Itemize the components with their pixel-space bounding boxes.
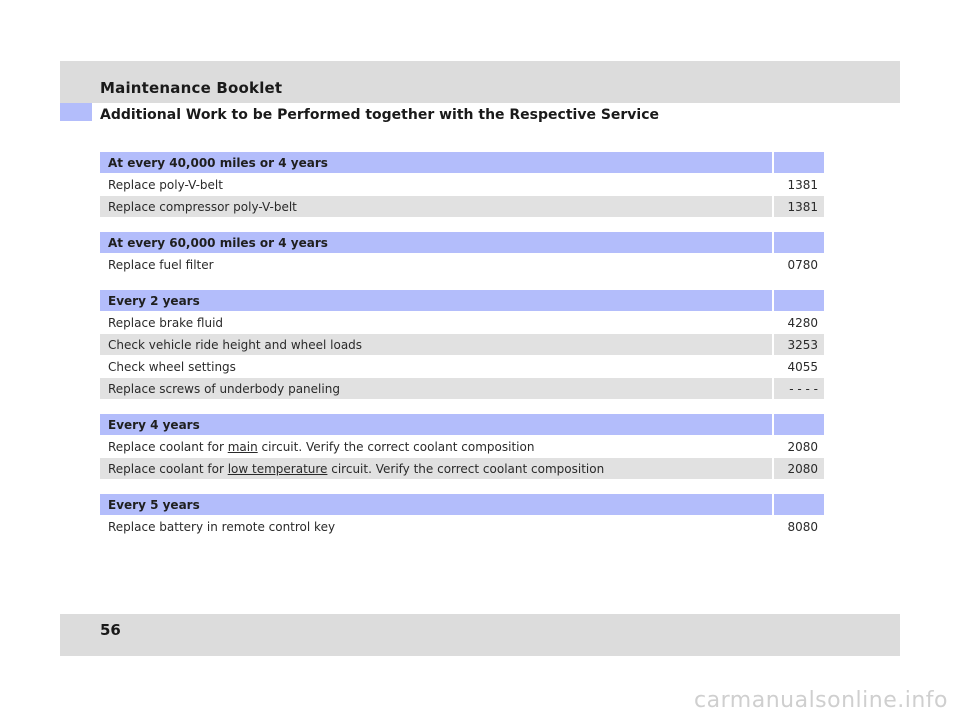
table-row xyxy=(100,334,824,356)
task-description xyxy=(100,436,772,457)
table-row xyxy=(100,378,824,400)
circuit-link-main[interactable]: main xyxy=(227,439,258,454)
section-heading: Every 2 years xyxy=(108,293,200,308)
page-title: Maintenance Booklet xyxy=(100,79,283,97)
table-section-header xyxy=(100,414,824,436)
task-text: circuit. Verify the correct coolant composition xyxy=(257,439,535,454)
page-subtitle: Additional Work to be Performed together with the Respective Service xyxy=(100,107,660,123)
task-text: Replace coolant for xyxy=(108,439,228,454)
task-code: 3253 xyxy=(772,334,824,355)
task-description: Replace brake fluid xyxy=(108,315,224,330)
task-code: - - - - xyxy=(772,378,824,399)
table-row xyxy=(100,254,824,276)
maintenance-table-5-years xyxy=(100,494,824,538)
maintenance-table-40000 xyxy=(100,152,824,218)
code-header-cell xyxy=(772,152,824,173)
code-header-cell xyxy=(772,232,824,253)
table-section-header xyxy=(100,232,824,254)
task-description: Replace poly-V-belt xyxy=(108,177,223,192)
table-row xyxy=(100,312,824,334)
task-code: 1381 xyxy=(772,174,824,195)
task-description: Check wheel settings xyxy=(108,359,236,374)
table-row xyxy=(100,356,824,378)
task-description: Replace fuel filter xyxy=(108,257,214,272)
table-section-header xyxy=(100,494,824,516)
task-code: 4055 xyxy=(772,356,824,377)
section-heading: Every 5 years xyxy=(108,497,200,512)
section-heading: At every 40,000 miles or 4 years xyxy=(108,155,328,170)
table-row xyxy=(100,196,824,218)
table-row xyxy=(100,516,824,538)
task-code: 0780 xyxy=(772,254,824,275)
task-code: 2080 xyxy=(772,436,824,457)
table-row xyxy=(100,174,824,196)
maintenance-table-2-years xyxy=(100,290,824,400)
section-marker xyxy=(60,103,92,121)
task-description xyxy=(100,458,772,479)
table-section-header xyxy=(100,290,824,312)
task-code: 1381 xyxy=(772,196,824,217)
task-code: 4280 xyxy=(772,312,824,333)
section-heading: Every 4 years xyxy=(108,417,200,432)
code-header-cell xyxy=(772,290,824,311)
task-text: Replace coolant for xyxy=(108,461,228,476)
table-row xyxy=(100,436,824,458)
page-number: 56 xyxy=(100,621,121,639)
code-header-cell xyxy=(772,494,824,515)
maintenance-table-4-years xyxy=(100,414,824,480)
watermark: carmanualsonline.info xyxy=(694,688,948,713)
task-code: 8080 xyxy=(772,516,824,537)
maintenance-table-60000 xyxy=(100,232,824,276)
circuit-link-low-temperature[interactable]: low temperature xyxy=(227,461,328,476)
task-description: Check vehicle ride height and wheel loads xyxy=(108,337,363,352)
footer-band xyxy=(60,614,900,656)
task-code: 2080 xyxy=(772,458,824,479)
task-description: Replace battery in remote control key xyxy=(108,519,336,534)
task-description: Replace screws of underbody paneling xyxy=(108,381,340,396)
table-row xyxy=(100,458,824,480)
code-header-cell xyxy=(772,414,824,435)
task-description: Replace compressor poly-V-belt xyxy=(108,199,297,214)
table-section-header xyxy=(100,152,824,174)
task-text: circuit. Verify the correct coolant composition xyxy=(327,461,605,476)
section-heading: At every 60,000 miles or 4 years xyxy=(108,235,328,250)
